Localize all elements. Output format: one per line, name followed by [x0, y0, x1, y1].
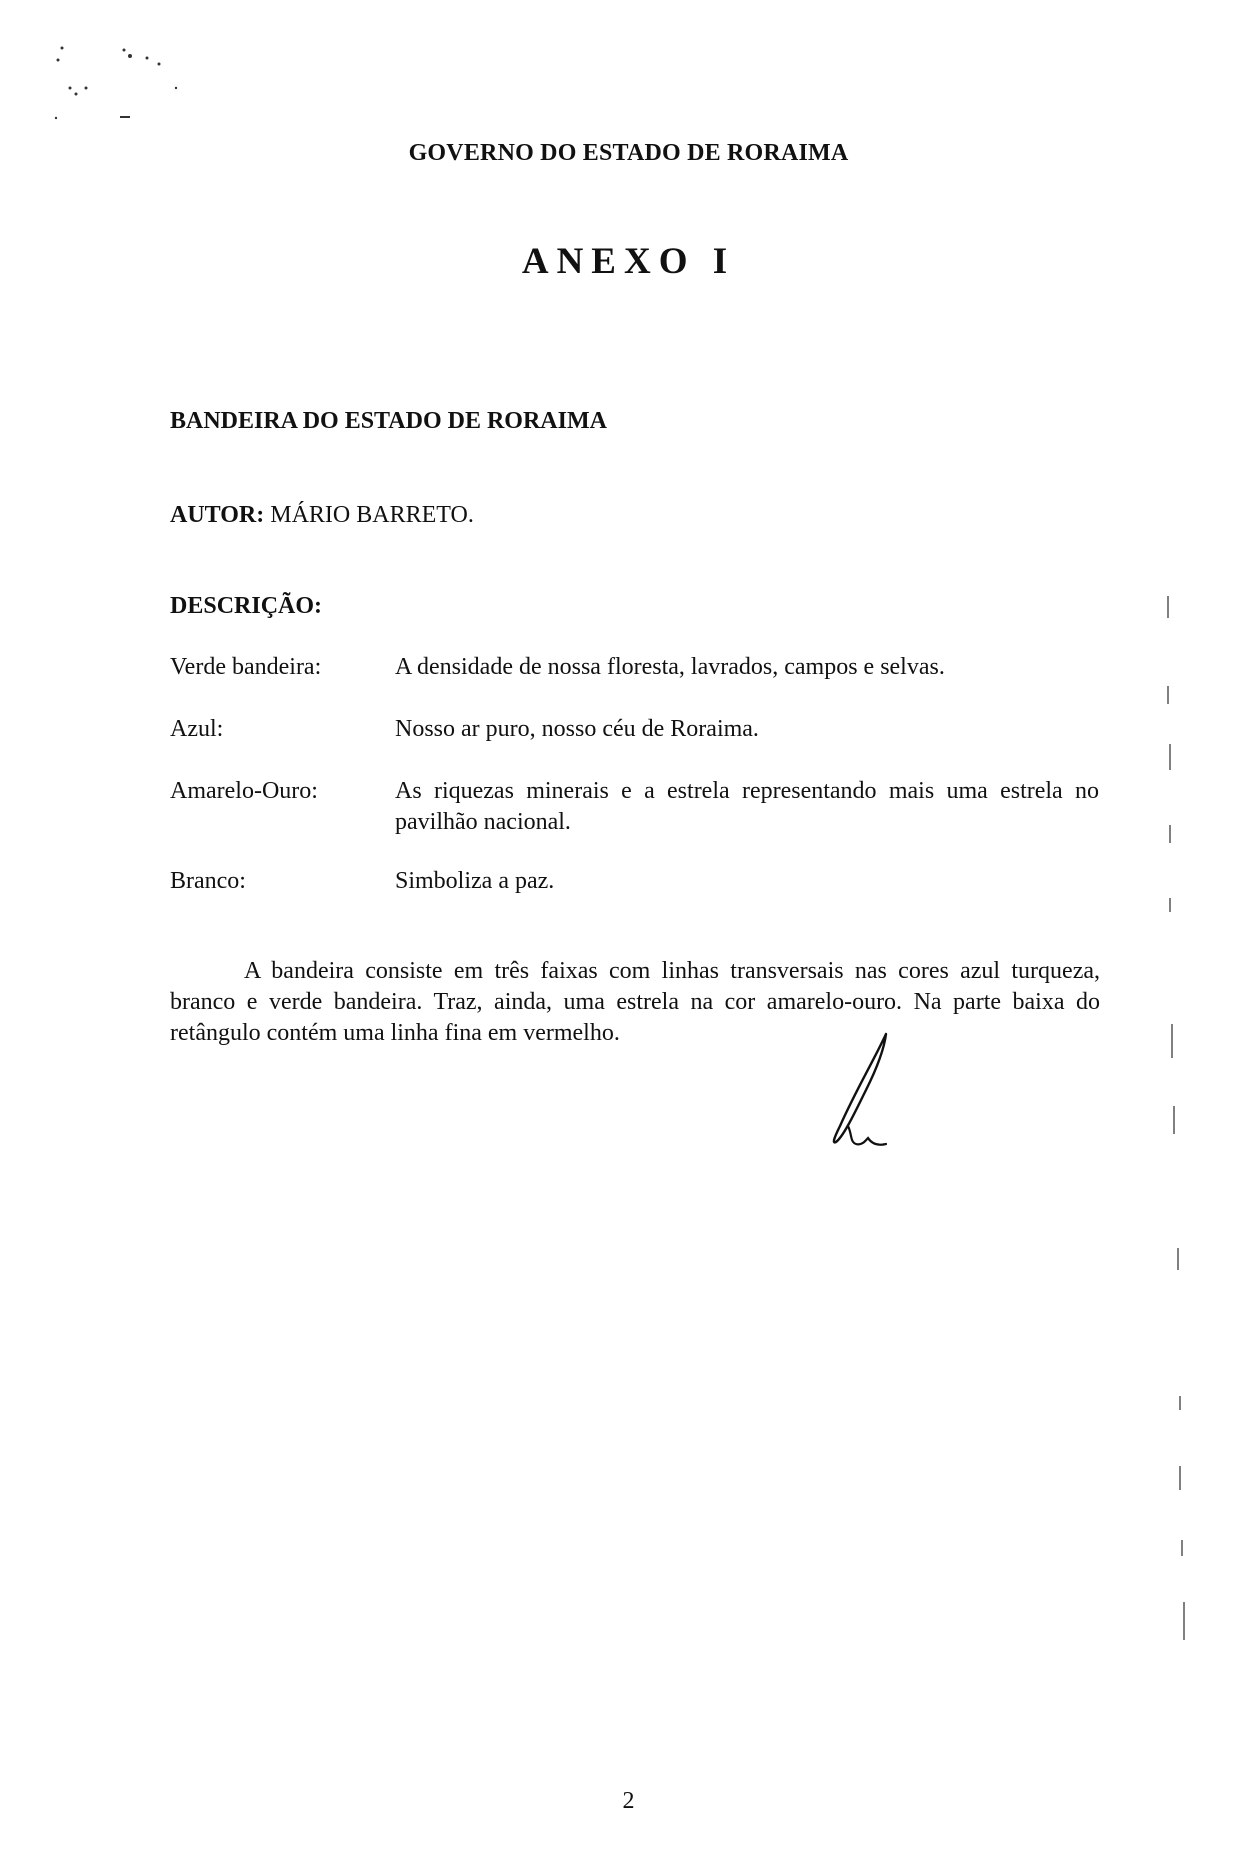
color-name: Azul: [170, 716, 224, 742]
color-meaning: A densidade de nossa floresta, lavrados, campos e selvas. [395, 654, 945, 680]
flag-description-paragraph: A bandeira consiste em três faixas com linhas transversais nas cores azul turqueza, branco e verde bandeira. Traz, ainda, uma estrela na cor amarelo-ouro. Na parte baixa do retângulo contém uma linha fina em vermelho. [170, 958, 1100, 1046]
signature [826, 1030, 896, 1150]
description-heading: DESCRIÇÃO: [170, 593, 323, 619]
author-label: AUTOR: [170, 502, 265, 528]
color-name: Branco: [170, 868, 246, 894]
color-meaning: As riquezas minerais e a estrela representando mais uma estrela no pavilhão nacional. [395, 778, 1099, 835]
annex-title: ANEXO I [521, 241, 736, 282]
page-number: 2 [622, 1788, 635, 1814]
flag-heading: BANDEIRA DO ESTADO DE RORAIMA [170, 408, 607, 434]
color-meaning: Simboliza a paz. [395, 868, 555, 894]
color-name: Verde bandeira: [170, 654, 322, 680]
color-name: Amarelo-Ouro: [170, 778, 318, 804]
author-line [170, 502, 474, 529]
color-meaning: Nosso ar puro, nosso céu de Roraima. [395, 716, 759, 742]
author-name: MÁRIO BARRETO. [270, 502, 474, 528]
government-header: GOVERNO DO ESTADO DE RORAIMA [408, 140, 849, 166]
